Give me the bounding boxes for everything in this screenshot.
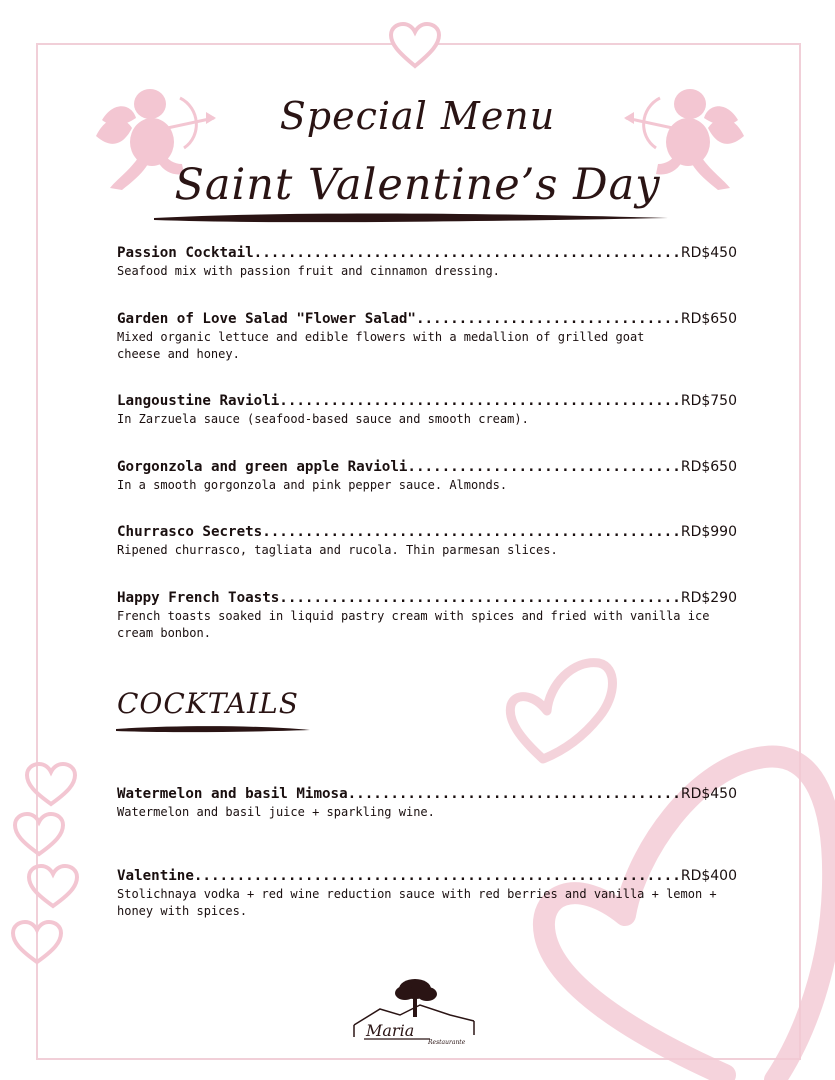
heart-icon: [388, 22, 442, 70]
cocktail-item-price: RD$400: [680, 868, 737, 884]
menu-item-description: In Zarzuela sauce (seafood-based sauce and smooth cream).: [117, 412, 529, 426]
cocktail-item: [117, 868, 742, 920]
cocktail-item-price: RD$450: [680, 786, 737, 802]
menu-item-price: RD$650: [680, 311, 737, 327]
menu-item: [117, 459, 742, 494]
restaurant-logo: [350, 975, 480, 1055]
menu-subtitle: Saint Valentine’s Day: [174, 160, 661, 210]
cocktail-item-description: Stolichnaya vodka + red wine reduction sauce with red berries and vanilla + lemon + honey with spices.: [117, 887, 717, 918]
menu-item-description: French toasts soaked in liquid pastry cream with spices and fried with vanilla ice cream bonbon.: [117, 609, 710, 640]
menu-item: [117, 311, 742, 363]
dot-leader: [279, 393, 681, 409]
dot-leader: [254, 245, 681, 261]
cocktail-item-description: Watermelon and basil juice + sparkling wine.: [117, 805, 435, 819]
menu-item-name: Garden of Love Salad "Flower Salad": [117, 311, 416, 327]
menu-item-description: Mixed organic lettuce and edible flowers with a medallion of grilled goat cheese and honey.: [117, 330, 645, 361]
menu-item-name: Happy French Toasts: [117, 590, 280, 606]
menu-item-price: RD$750: [680, 393, 737, 409]
menu-item: [117, 590, 742, 642]
dot-leader: [348, 786, 681, 802]
heart-icon: [10, 920, 64, 966]
heart-icon: [12, 812, 66, 858]
title-underline: [152, 208, 672, 228]
menu-item-name: Gorgonzola and green apple Ravioli: [117, 459, 408, 475]
dot-leader: [416, 311, 681, 327]
menu-item-name: Langoustine Ravioli: [117, 393, 280, 409]
menu-item-description: In a smooth gorgonzola and pink pepper sauce. Almonds.: [117, 478, 508, 492]
cocktail-item-name: Watermelon and basil Mimosa: [117, 786, 348, 802]
menu-item-price: RD$290: [680, 590, 737, 606]
dot-leader: [407, 459, 680, 475]
logo-name: Maria: [366, 1021, 415, 1040]
menu-item-price: RD$450: [680, 245, 737, 261]
dot-leader: [279, 590, 681, 606]
dot-leader: [194, 868, 681, 884]
menu-item: [117, 393, 742, 428]
menu-item: [117, 524, 742, 559]
cocktail-item: [117, 786, 742, 821]
cocktails-heading: COCKTAILS: [117, 687, 299, 720]
menu-item-description: Ripened churrasco, tagliata and rucola. Thin parmesan slices.: [117, 543, 558, 557]
menu-item: [117, 245, 742, 280]
menu-item-price: RD$650: [680, 459, 737, 475]
heart-icon: [24, 762, 78, 808]
menu-item-name: Churrasco Secrets: [117, 524, 263, 540]
logo-subtitle: Restaurante: [428, 1039, 466, 1046]
menu-title: Special Menu: [279, 94, 556, 138]
menu-item-name: Passion Cocktail: [117, 245, 254, 261]
cocktail-item-name: Valentine: [117, 868, 194, 884]
menu-item-price: RD$990: [680, 524, 737, 540]
dot-leader: [262, 524, 681, 540]
menu-item-description: Seafood mix with passion fruit and cinnamon dressing.: [117, 264, 500, 278]
heart-icon: [26, 864, 80, 910]
cocktails-underline: [114, 722, 314, 736]
